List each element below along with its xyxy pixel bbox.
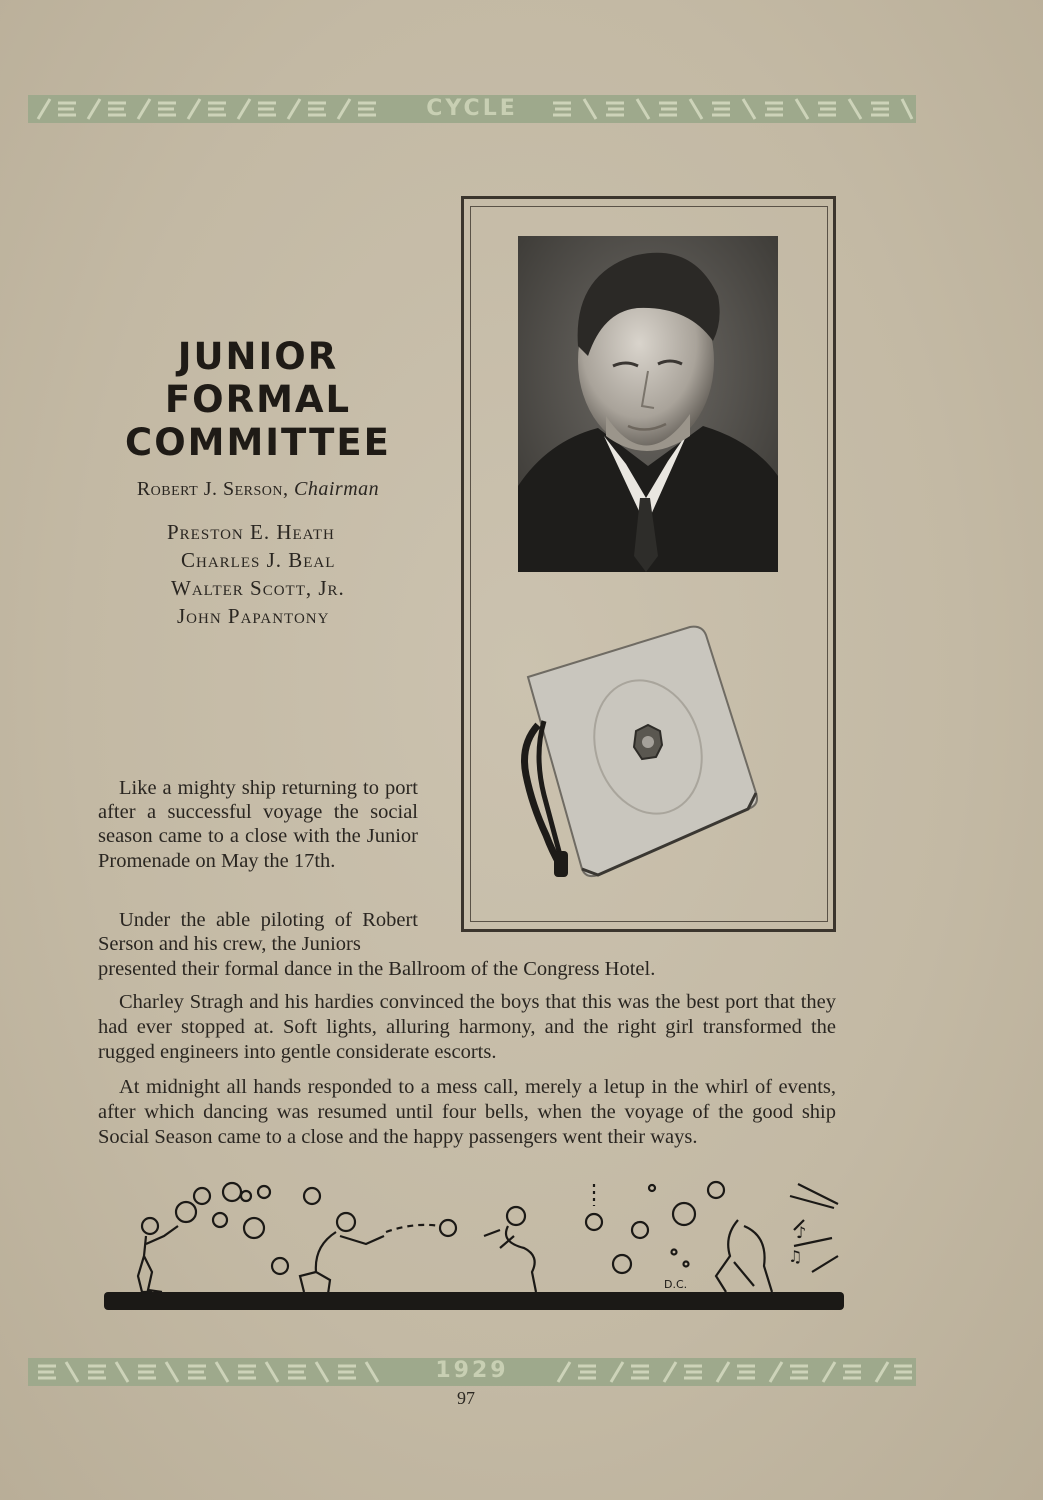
committee-member: Walter Scott, Jr.	[171, 576, 345, 600]
title-line-2: FORMAL	[164, 378, 352, 421]
body-paragraph-1: Like a mighty ship returning to port after a successful voyage the social season came to a close with the Junior Promenade on May the 17th.	[98, 777, 418, 872]
committee-member: Charles J. Beal	[181, 548, 336, 572]
title-line-1: JUNIOR	[177, 335, 339, 378]
page-title	[98, 335, 418, 464]
body-paragraph-2-end: presented their formal dance in the Ballroom of the Congress Hotel.	[98, 958, 656, 980]
body-paragraph-2-start: Under the able piloting of Robert Serson and his crew, the Juniors	[98, 909, 418, 956]
committee-member: John Papantony	[177, 604, 330, 628]
body-paragraph-3: Charley Stragh and his hardies convinced the boys that this was the best port that they had ever stopped at. Soft lights, alluring harmony, and the right girl transformed the rugged engineers into gentle considerate escorts.	[98, 991, 836, 1063]
body-paragraph-4: At midnight all hands responded to a mess call, merely a letup in the whirl of events, after which dancing was resumed until four bells, when the voyage of the good ship Social Season came to a close and the happy passengers went their ways.	[98, 1076, 836, 1148]
dance-program-photo	[510, 625, 770, 885]
cartoon-illustration	[104, 1176, 844, 1314]
header-band-label: CYCLE	[426, 96, 518, 121]
chairman-name: Robert J. Serson,	[136, 478, 289, 500]
chairman-role: Chairman	[294, 478, 380, 500]
committee-member: Preston E. Heath	[167, 520, 335, 544]
title-line-3: COMMITTEE	[125, 421, 391, 464]
portrait-photo	[518, 236, 778, 572]
header-band	[28, 95, 916, 123]
cartoon-signature: D.C.	[664, 1278, 688, 1291]
footer-band-label: 1929	[435, 1358, 509, 1383]
svg-text:♫: ♫	[788, 1247, 803, 1266]
footer-band	[28, 1358, 916, 1386]
page-number: 97	[457, 1388, 475, 1408]
committee-chairman	[98, 478, 418, 501]
svg-text:♪: ♪	[796, 1223, 807, 1242]
